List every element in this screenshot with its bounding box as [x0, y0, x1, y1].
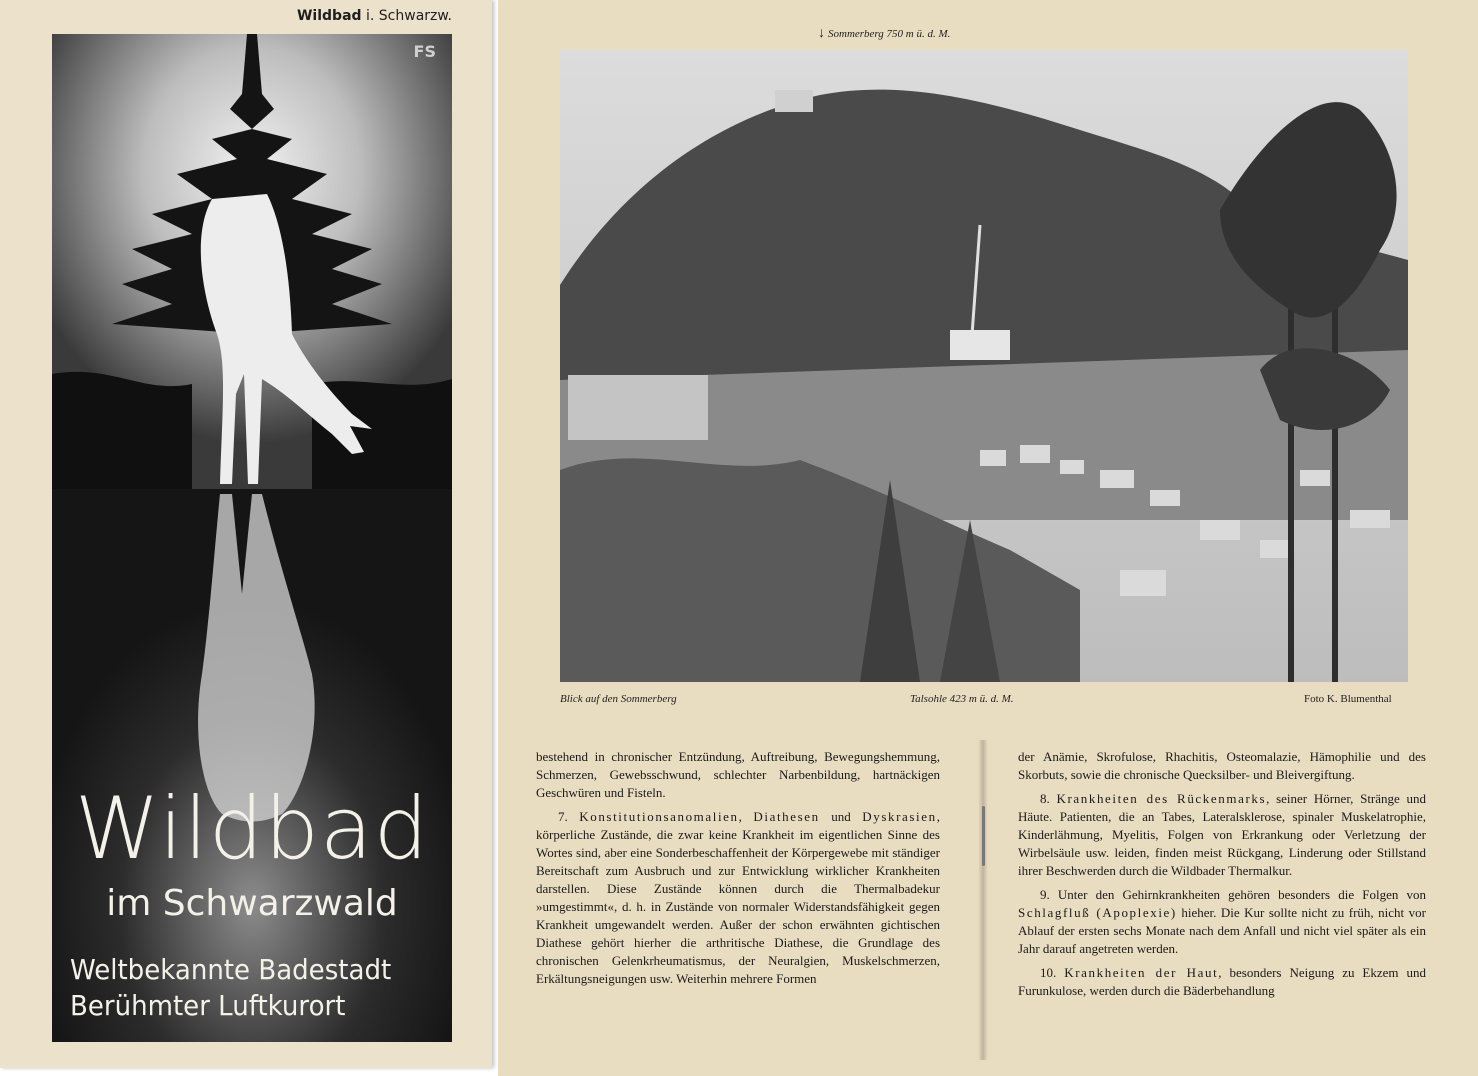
inner-page-spread	[498, 0, 1478, 1076]
emphasis: Schlagfluß (Apoplexie)	[1018, 905, 1177, 920]
photo-credit: Foto K. Blumenthal	[1304, 693, 1392, 705]
text-run: , besonders Neigung zu Ekzem und Furunkulose, werden durch die Bäderbehandlung	[1018, 965, 1426, 998]
text-column-right	[1018, 748, 1426, 1006]
sommerberg-altitude: Sommerberg 750 m ü. d. M.	[828, 28, 951, 40]
cover-header-region: i. Schwarzw.	[361, 8, 452, 24]
cover-page	[0, 0, 492, 1068]
paragraph	[1018, 790, 1426, 880]
paragraph: bestehend in chronischer Entzündung, Auftreibung, Bewegungshemmung, Schmerzen, Gewebsschwund, schlechter Narbenbildung, hartnäckigen Geschwüren und Fisteln.	[536, 749, 940, 800]
text-run: hieher. Die Kur sollte nicht zu früh, nicht vor Ablauf der ersten sechs Monate nach dem Anfall und nicht viel später als ein Jahr darauf angetreten werden.	[1018, 905, 1426, 956]
text-run: , körperliche Zustände, die zwar keine Krankheit im eigentlichen Sinne des Wortes sind, aber eine Sonderbeschaffenheit der Körpergewebe mit ständiger Bereitschaft zum Ausbruch und zur Entwicklung wirklicher Krankheiten darstellen. Diese Zustände können durch die Thermalbadekur »umgestimmt«, d. h. in Zustände von normaler Widerstandsfähigkeit gegen Krankheit umgewandelt werden. Außer der schon erwähnten gichtischen Diathese gehört hierher die arthritische Diathese, die Grundlage des chronischen Gelenkrheumatismus, der Neuralgien, Muskelschmerzen, Erkältungsneigungen usw. Weiterhin mehrere Formen	[536, 809, 940, 986]
cover-subtitle: im Schwarzwald	[106, 883, 398, 924]
photo-caption-left: Blick auf den Sommerberg	[560, 693, 677, 705]
page-gutter	[978, 740, 988, 1060]
paragraph	[536, 808, 940, 988]
cover-header	[297, 8, 452, 24]
text-column-left	[536, 748, 940, 994]
paragraph	[1018, 964, 1426, 1000]
cover-slogan-resort: Berühmter Luftkurort	[70, 989, 346, 1022]
photo-caption-center: Talsohle 423 m ü. d. M.	[910, 693, 1014, 705]
text-run: ,	[738, 809, 754, 824]
valley-photograph	[560, 50, 1408, 682]
emphasis: Konstitutionsanomalien	[579, 809, 739, 824]
paragraph	[1018, 886, 1426, 958]
cover-title: Wildbad	[74, 779, 430, 879]
sommerberg-landscape	[560, 50, 1408, 682]
cover-artwork	[52, 34, 452, 1042]
emphasis: Dyskrasien	[862, 809, 937, 824]
cover-slogan-spa: Weltbekannte Badestadt	[70, 953, 392, 986]
paragraph: der Anämie, Skrofulose, Rhachitis, Osteomalazie, Hämophilie und des Skorbuts, sowie die chronische Quecksilber- und Bleivergiftung.	[1018, 749, 1426, 782]
text-run: , seiner Hörner, Stränge und Häute. Patienten, die an Tabes, Lateralsklerose, spinaler Muskelatrophie, Kinderlähmung, Myelitis, Folgen von Erkrankung oder Verletzung der Wirbelsäule usw. leiden, finden meist Rückgang, Linderung oder Stillstand ihrer Beschwerden durch die Wildbader Thermalkur.	[1018, 791, 1427, 878]
photo-top-caption	[818, 26, 950, 42]
emphasis: Krankheiten des Rückenmarks	[1056, 791, 1267, 806]
text-run: 9. Unter den Gehirnkrankheiten gehören besonders die Folgen von	[1040, 887, 1426, 902]
emphasis: Diathesen	[753, 809, 820, 824]
text-run: und	[819, 809, 863, 824]
emphasis: Krankheiten der Haut	[1064, 965, 1219, 980]
artist-monogram: FS	[413, 42, 436, 61]
cover-header-town: Wildbad	[296, 8, 362, 24]
staple	[982, 806, 985, 866]
item-number: 10.	[1040, 965, 1065, 980]
item-number: 8.	[1040, 791, 1057, 806]
item-number: 7.	[558, 809, 580, 824]
down-arrow-icon: ↓	[818, 26, 825, 41]
